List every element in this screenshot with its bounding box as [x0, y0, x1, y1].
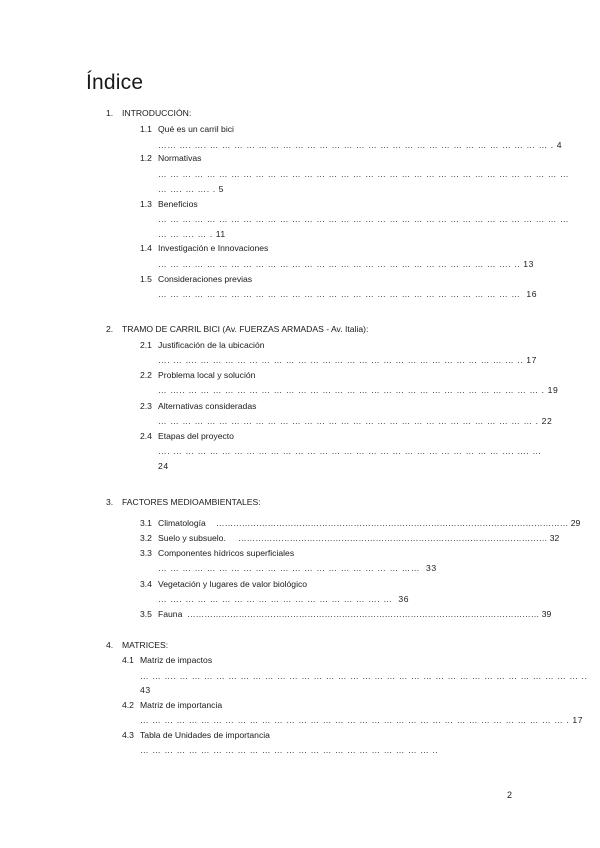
- entry-leader: … … … … … … … … … … … … … … … … … … … … … … … … … … … … … … 16: [158, 289, 538, 299]
- entry-number: 1.3: [140, 199, 152, 209]
- entry-leader: … …. … … … … … … … … … … … … … … … …. … 36: [158, 594, 410, 604]
- entry-number: 2.3: [140, 401, 152, 411]
- entry-leader: … … … … … … … … … … … … … … … … … … … … … … … … ..: [140, 745, 439, 755]
- entry-label: Climatología: [158, 518, 206, 528]
- entry-label: Investigación e Innovaciones: [158, 243, 269, 253]
- entry-number: 2.1: [140, 340, 152, 350]
- entry-label: Fauna: [158, 609, 183, 619]
- entry-number: 3.4: [140, 579, 152, 589]
- entry-leader: ……………………………………………………………………………………………… 32: [238, 533, 560, 543]
- entry-leader-page: 24: [158, 461, 169, 471]
- entry-leader: … … …. … … … … … … … … … … … … … … … … … … … … … … … … … … … … … … … … … ..: [140, 671, 588, 681]
- entry-leader: … … … … … … … … … … … … … … … … … … … … … … … … … … … … … … … … … …: [158, 214, 570, 224]
- entry-label: Etapas del proyecto: [158, 431, 234, 441]
- entry-number: 4.2: [122, 700, 134, 710]
- section-number: 2.: [106, 324, 114, 334]
- entry-leader: …………………………………………………………………………………………………………… 29: [216, 518, 581, 528]
- entry-number: 1.4: [140, 243, 152, 253]
- entry-leader: … ….. … … … … … … … … … … … … … … … … … … … … … … … … … … … … … . 19: [158, 385, 559, 395]
- entry-leader: …. … …. … … … … … … … … … … … … … … … … … … … … … … … … … … .. 17: [158, 355, 537, 365]
- section-number: 3.: [106, 497, 114, 507]
- entry-label: Alternativas consideradas: [158, 401, 257, 411]
- section-heading: FACTORES MEDIOAMBIENTALES:: [122, 497, 261, 507]
- section-heading: MATRICES:: [122, 640, 169, 650]
- entry-leader: … … … … … … … … … … … … … … … … … … … … … … … … … … … … … … … . 22: [158, 416, 553, 426]
- entry-number: 1.5: [140, 274, 152, 284]
- entry-label: Vegetación y lugares de valor biológico: [158, 579, 308, 589]
- entry-label: Problema local y solución: [158, 370, 256, 380]
- entry-number: 4.1: [122, 655, 134, 665]
- entry-leader-page: … …. … …. . 5: [158, 184, 225, 194]
- entry-label: Beneficios: [158, 199, 198, 209]
- entry-number: 3.1: [140, 518, 152, 528]
- section-number: 1.: [106, 108, 114, 118]
- entry-leader: … … … … … … … … … … … … … … … … … … … … …… 33: [158, 563, 437, 573]
- entry-leader: … … … … … … … … … … … … … … … … … … … … … … … … … … … … … … … … … …: [158, 169, 570, 179]
- entry-number: 2.2: [140, 370, 152, 380]
- entry-label: Suelo y subsuelo.: [158, 533, 226, 543]
- entry-leader: …… …. …. … … … … … … … … … … … … … … … … … … … … … … … … … … … … . 4: [158, 140, 563, 150]
- entry-label: Qué es un carril bici: [158, 124, 234, 134]
- entry-number: 3.5: [140, 609, 152, 619]
- entry-label: Matriz de impactos: [140, 655, 213, 665]
- entry-label: Justificación de la ubicación: [158, 340, 265, 350]
- entry-leader-page: 43: [140, 685, 151, 695]
- entry-label: Matriz de importancia: [140, 700, 223, 710]
- entry-label: Tabla de Unidades de importancia: [140, 730, 270, 740]
- section-number: 4.: [106, 640, 114, 650]
- entry-number: 3.2: [140, 533, 152, 543]
- section-heading: TRAMO DE CARRIL BICI (Av. FUERZAS ARMADAS - Av. Italia):: [122, 324, 369, 334]
- entry-number: 2.4: [140, 431, 152, 441]
- entry-label: Consideraciones previas: [158, 274, 253, 284]
- entry-leader: … … … … … … … … … … … … … … … … … … … … … … … … … … … … …. .. 13: [158, 259, 534, 269]
- section-heading: INTRODUCCIÓN:: [122, 108, 192, 118]
- entry-number: 4.3: [122, 730, 134, 740]
- entry-leader: …………………………………………………………………………………………………………… 39: [187, 609, 552, 619]
- entry-leader: … … … … … … … … … … … … … … … … … … … … … … … … … … … … … … … … … … … . 17: [140, 715, 584, 725]
- entry-number: 1.2: [140, 153, 152, 163]
- entry-label: Componentes hídricos superficiales: [158, 548, 295, 558]
- entry-number: 1.1: [140, 124, 152, 134]
- page-title: Índice: [86, 71, 144, 94]
- entry-leader: …. … … … … … … … … … … … … … … … … … … … … … … … … … … … …. …. …: [158, 446, 542, 456]
- entry-number: 3.3: [140, 548, 152, 558]
- entry-label: Normativas: [158, 153, 202, 163]
- page-number: 2: [507, 790, 513, 800]
- entry-leader-page: … … …. … . 11: [158, 229, 226, 239]
